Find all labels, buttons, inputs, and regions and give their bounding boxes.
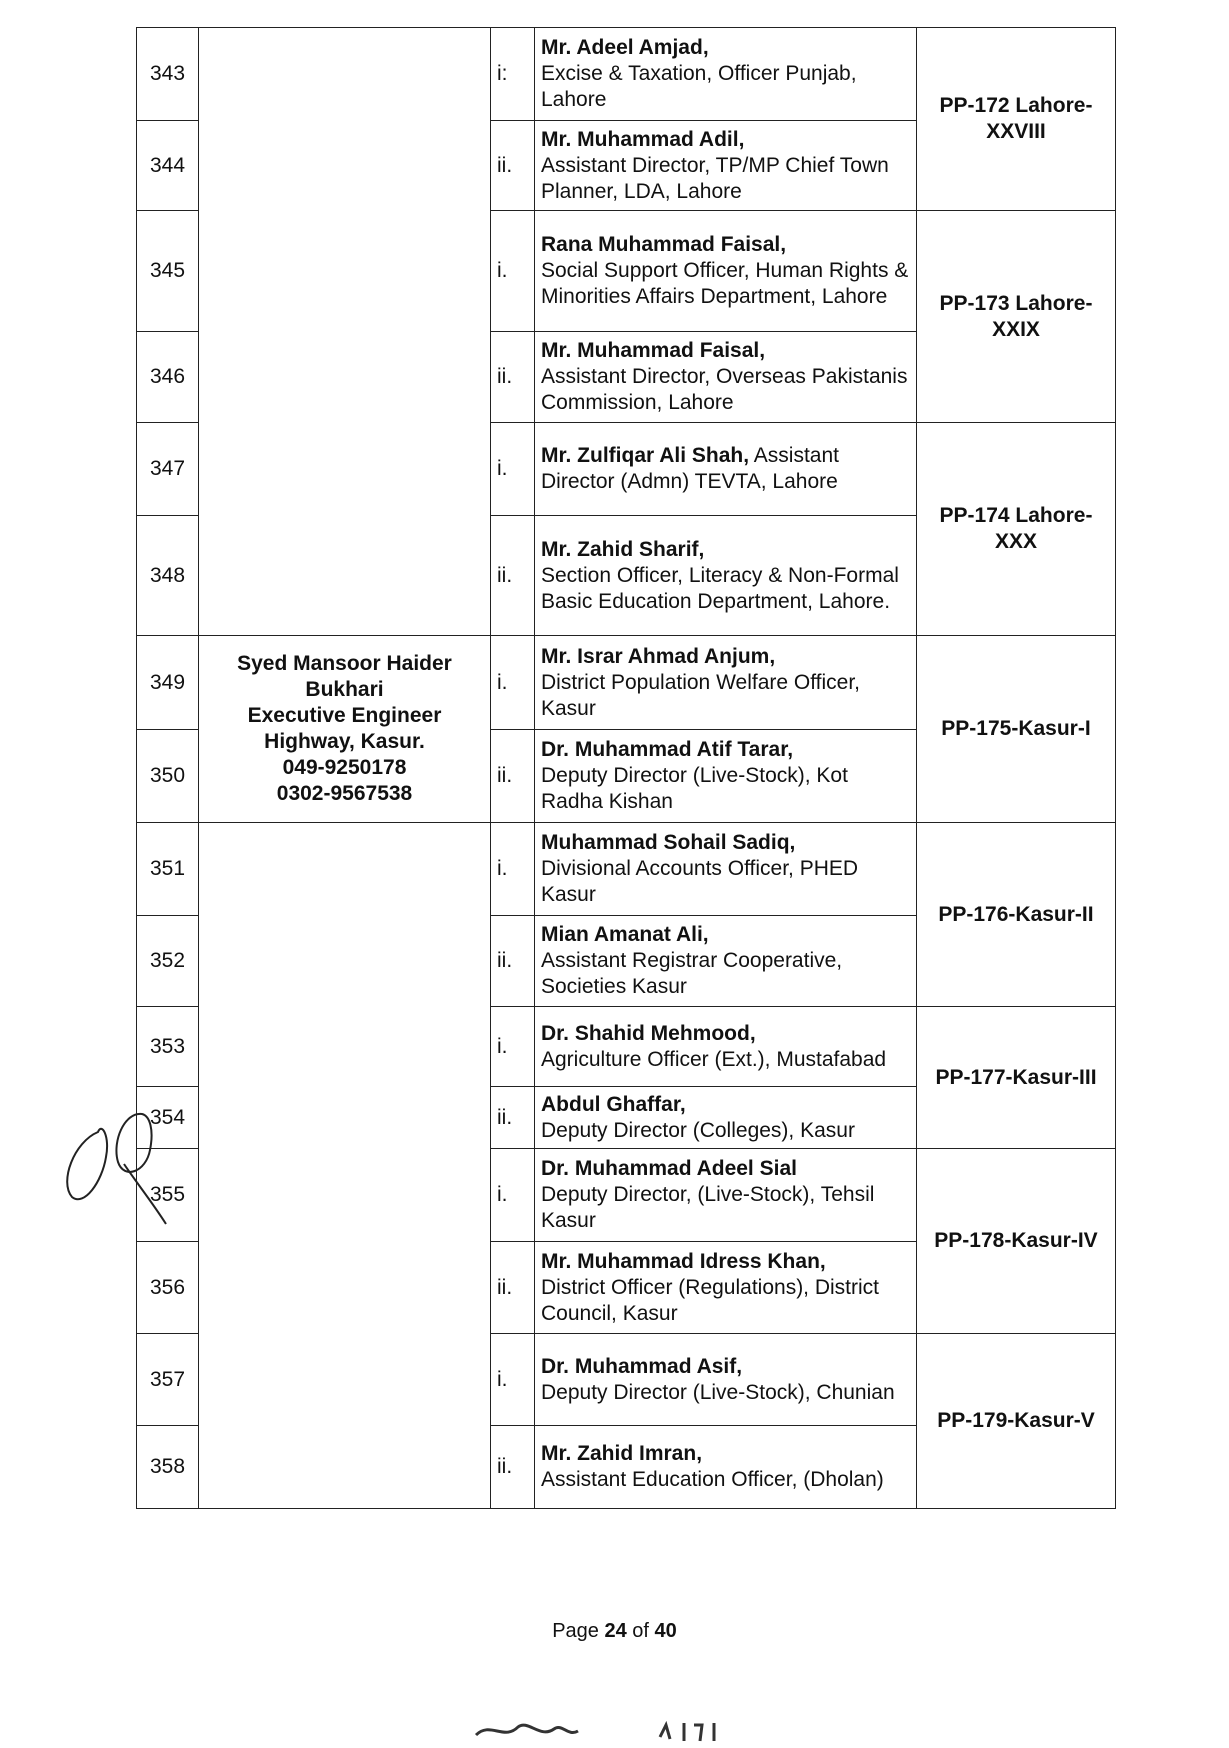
officer-cell	[535, 211, 917, 332]
district-officer-name: Syed Mansoor Haider Bukhari	[237, 652, 452, 701]
constituency: PP-177-Kasur-III	[917, 1007, 1116, 1149]
officer-designation: Deputy Director, (Live-Stock), Tehsil Kasur	[541, 1183, 875, 1232]
officer-name: Muhammad Sohail Sadiq,	[541, 831, 796, 854]
serial-number: 344	[137, 121, 199, 211]
officer-cell	[535, 1242, 917, 1334]
officer-cell	[535, 516, 917, 636]
sub-index: ii.	[491, 121, 535, 211]
district-officer-cell-empty	[199, 28, 491, 636]
sub-index: i:	[491, 28, 535, 121]
serial-number: 343	[137, 28, 199, 121]
officer-cell	[535, 636, 917, 730]
sub-index: ii.	[491, 1426, 535, 1509]
officer-designation: Assistant Director (Admn) TEVTA, Lahore	[541, 444, 839, 493]
officer-cell	[535, 1426, 917, 1509]
page-separator: of	[626, 1620, 655, 1642]
officer-designation: District Officer (Regulations), District Council, Kasur	[541, 1275, 880, 1325]
officer-cell	[535, 1334, 917, 1426]
sub-index: ii.	[491, 1242, 535, 1334]
officer-cell	[535, 1007, 917, 1087]
sub-index: i.	[491, 1007, 535, 1087]
constituency: PP-173 Lahore-XXIX	[917, 211, 1116, 423]
officer-designation: Assistant Director, TP/MP Chief Town Planner, LDA, Lahore	[541, 153, 889, 203]
serial-number: 345	[137, 211, 199, 332]
officer-name: Dr. Muhammad Adeel Sial	[541, 1157, 797, 1180]
page-total: 40	[654, 1620, 677, 1642]
officer-designation: Assistant Registrar Cooperative, Societies Kasur	[541, 949, 843, 998]
sub-index: ii.	[491, 916, 535, 1007]
officer-name: Mr. Zulfiqar Ali Shah,	[541, 444, 750, 467]
officer-designation: District Population Welfare Officer, Kasur	[541, 670, 861, 720]
officer-name: Mr. Muhammad Faisal,	[541, 339, 766, 362]
district-officer-cell	[199, 636, 491, 823]
serial-number: 348	[137, 516, 199, 636]
officer-name: Mr. Muhammad Idress Khan,	[541, 1249, 826, 1273]
serial-number: 351	[137, 823, 199, 916]
officer-designation: Excise & Taxation, Officer Punjab, Lahore	[541, 62, 857, 111]
serial-number: 358	[137, 1426, 199, 1509]
table-row	[137, 636, 1116, 730]
page-current: 24	[604, 1620, 627, 1642]
officer-designation: Assistant Director, Overseas Pakistanis Commission, Lahore	[541, 365, 908, 414]
officer-designation: Section Officer, Literacy & Non-Formal Basic Education Department, Lahore.	[541, 563, 899, 613]
serial-number: 357	[137, 1334, 199, 1426]
officer-cell	[535, 1087, 917, 1149]
serial-number: 352	[137, 916, 199, 1007]
constituency: PP-176-Kasur-II	[917, 823, 1116, 1007]
officer-cell	[535, 916, 917, 1007]
district-officer-cell-empty	[199, 823, 491, 1509]
sub-index: ii.	[491, 516, 535, 636]
serial-number: 356	[137, 1242, 199, 1334]
constituency: PP-178-Kasur-IV	[917, 1149, 1116, 1334]
constituency: PP-172 Lahore-XXVIII	[917, 28, 1116, 211]
officer-name: Mian Amanat Ali,	[541, 923, 709, 946]
officer-name: Mr. Muhammad Adil,	[541, 127, 745, 151]
officer-name: Mr. Zahid Sharif,	[541, 537, 705, 561]
officer-designation: Social Support Officer, Human Rights & Minorities Affairs Department, Lahore	[541, 259, 909, 308]
officer-cell	[535, 121, 917, 211]
page-footer	[0, 1620, 1229, 1643]
district-officer-phone: 049-9250178	[282, 756, 407, 779]
district-officer-mobile: 0302-9567538	[276, 782, 413, 805]
officer-name: Mr. Israr Ahmad Anjum,	[541, 644, 776, 668]
constituency: PP-174 Lahore-XXX	[917, 423, 1116, 636]
serial-number: 350	[137, 730, 199, 823]
officer-name: Mr. Adeel Amjad,	[541, 36, 709, 59]
officer-designation: Deputy Director (Live-Stock), Kot Radha Kishan	[541, 764, 848, 813]
sub-index: ii.	[491, 332, 535, 423]
serial-number: 347	[137, 423, 199, 516]
serial-number: 353	[137, 1007, 199, 1087]
officer-cell	[535, 1149, 917, 1242]
officer-name: Mr. Zahid Imran,	[541, 1442, 703, 1465]
stamp-scribble	[470, 1715, 750, 1745]
officer-cell	[535, 28, 917, 121]
district-officer-title: Executive Engineer Highway, Kasur.	[247, 704, 442, 753]
table-row	[137, 28, 1116, 121]
serial-number: 346	[137, 332, 199, 423]
officer-name: Dr. Muhammad Atif Tarar,	[541, 738, 794, 761]
officer-designation: Assistant Education Officer, (Dholan)	[541, 1468, 884, 1491]
page-prefix: Page	[552, 1620, 605, 1642]
sub-index: i.	[491, 636, 535, 730]
sub-index: i.	[491, 423, 535, 516]
sub-index: i.	[491, 1334, 535, 1426]
officer-designation: Deputy Director (Live-Stock), Chunian	[541, 1380, 895, 1404]
officer-cell	[535, 730, 917, 823]
constituency: PP-179-Kasur-V	[917, 1334, 1116, 1509]
officer-designation: Deputy Director (Colleges), Kasur	[541, 1118, 855, 1142]
sub-index: i.	[491, 211, 535, 332]
officer-cell	[535, 423, 917, 516]
table-row	[137, 823, 1116, 916]
serial-number: 355	[137, 1149, 199, 1242]
serial-number: 354	[137, 1087, 199, 1149]
officer-name: Rana Muhammad Faisal,	[541, 233, 787, 256]
officer-name: Dr. Shahid Mehmood,	[541, 1021, 756, 1045]
sub-index: i.	[491, 823, 535, 916]
officers-table	[136, 27, 1116, 1509]
handwritten-mark	[54, 1102, 174, 1232]
sub-index: ii.	[491, 1087, 535, 1149]
officer-designation: Divisional Accounts Officer, PHED Kasur	[541, 857, 859, 906]
officer-designation: Agriculture Officer (Ext.), Mustafabad	[541, 1047, 887, 1071]
officer-cell	[535, 332, 917, 423]
sub-index: i.	[491, 1149, 535, 1242]
serial-number: 349	[137, 636, 199, 730]
sub-index: ii.	[491, 730, 535, 823]
constituency: PP-175-Kasur-I	[917, 636, 1116, 823]
officer-name: Abdul Ghaffar,	[541, 1092, 686, 1116]
officer-name: Dr. Muhammad Asif,	[541, 1354, 743, 1378]
officer-cell	[535, 823, 917, 916]
